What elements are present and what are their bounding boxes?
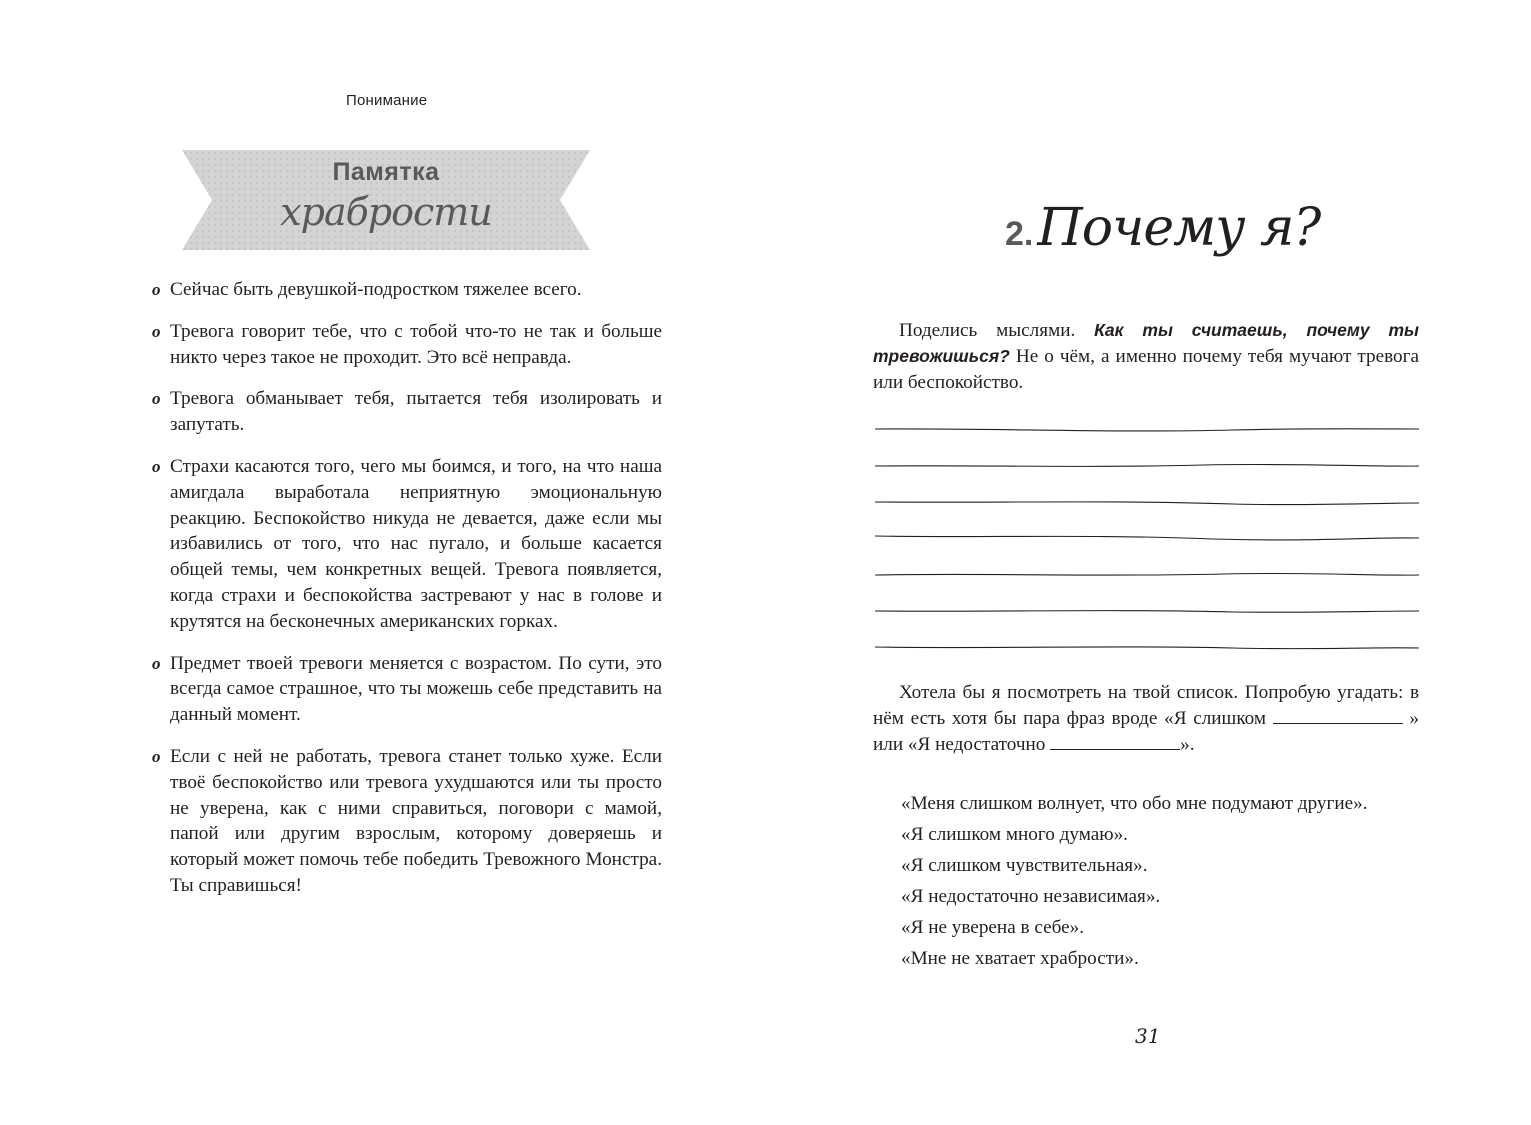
list-item: «Меня слишком волнует, что обо мне подумают другие». bbox=[901, 793, 1368, 814]
page-number: 31 bbox=[1135, 1024, 1161, 1048]
list-item bbox=[152, 744, 662, 899]
writing-line bbox=[875, 464, 1419, 466]
chapter-number: 2. bbox=[1005, 215, 1034, 253]
list-item bbox=[152, 454, 662, 635]
banner-title-line2: храбрости bbox=[280, 190, 492, 234]
prompt-question: Как ты считаешь, почему ты тревожишься? bbox=[873, 320, 1419, 366]
bullet-marker: o bbox=[152, 746, 161, 766]
list-item: «Я недостаточно независимая». bbox=[901, 886, 1161, 907]
left-page bbox=[0, 0, 765, 1125]
bullet-marker: o bbox=[152, 280, 161, 299]
list-item bbox=[152, 319, 662, 371]
writing-prompt bbox=[873, 318, 1419, 395]
writing-line bbox=[875, 502, 1419, 505]
courage-memo-banner bbox=[182, 150, 590, 250]
bullet-text: Если с ней не работать, тревога станет только хуже. Если твоё беспокойство или тревога ухудшаются или ты просто не уверена, как с ними справиться, поговори с мамой, папой или другим взрослым, которому доверяешь и который может помочь тебе победить Тревожного Монстра. Ты справишься! bbox=[170, 745, 662, 896]
bullet-text: Тревога обманывает тебя, пытается тебя изолировать и запутать. bbox=[170, 388, 662, 436]
list-item bbox=[152, 651, 662, 728]
running-head: Понимание bbox=[346, 92, 428, 109]
bullet-text: Сейчас быть девушкой-подростком тяжелее всего. bbox=[170, 279, 582, 300]
right-page bbox=[765, 0, 1531, 1125]
list-item: «Я слишком много думаю». bbox=[901, 824, 1128, 845]
prompt-lead: Поделись мыслями. bbox=[899, 320, 1076, 341]
bullet-text: Страхи касаются того, чего мы боимся, и того, на что наша амигдала выработала неприятную эмоциональную реакцию. Беспокойство никуда не девается, даже если мы избавились от того, что нас пугало, и больше касается общей темы, чем конкретных вещей. Тревога появляется, когда страхи и беспокойства застревают у нас в голове и крутятся на бесконечных американских горках. bbox=[170, 455, 662, 632]
writing-line bbox=[875, 429, 1419, 431]
bullet-text: Тревога говорит тебе, что с тобой что-то не так и больше никто через такое не проходит. Это всё неправда. bbox=[170, 320, 662, 368]
example-quotes bbox=[901, 788, 1421, 974]
guess-text-1: Хотела бы я посмотреть на твой список. Попробую угадать: в нём есть хотя бы пара фраз вроде «Я слишком bbox=[873, 682, 1419, 729]
list-item bbox=[152, 277, 662, 303]
chapter-title: Почему я? bbox=[1037, 198, 1321, 258]
guess-paragraph bbox=[873, 680, 1419, 757]
writing-line bbox=[875, 647, 1419, 649]
bullet-marker: o bbox=[152, 456, 161, 476]
fill-in-blank[interactable] bbox=[1050, 733, 1180, 750]
bullet-marker: o bbox=[152, 653, 161, 673]
banner-title-line1: Памятка bbox=[332, 158, 440, 186]
chapter-heading bbox=[1005, 198, 1320, 258]
fill-in-blank[interactable] bbox=[1273, 707, 1403, 724]
memo-bullet-list bbox=[152, 277, 662, 915]
prompt-rest: Не о чём, а именно почему тебя мучают тревога или беспокойство. bbox=[873, 345, 1419, 393]
guess-text-3: ». bbox=[1180, 733, 1195, 755]
writing-line bbox=[875, 536, 1419, 540]
writing-line bbox=[875, 611, 1419, 613]
bullet-marker: o bbox=[152, 389, 161, 409]
writing-line bbox=[875, 573, 1419, 575]
list-item bbox=[152, 386, 662, 438]
bullet-text: Предмет твоей тревоги меняется с возрастом. По сути, это всегда самое страшное, что ты можешь себе представить на данный момент. bbox=[170, 652, 662, 726]
guess-text-2: » или «Я недостаточно bbox=[873, 707, 1420, 755]
bullet-marker: o bbox=[152, 321, 161, 341]
list-item: «Я слишком чувствительная». bbox=[901, 855, 1148, 876]
list-item: «Я не уверена в себе». bbox=[901, 917, 1085, 938]
list-item: «Мне не хватает храбрости». bbox=[901, 948, 1139, 969]
writing-lines[interactable] bbox=[873, 418, 1421, 658]
